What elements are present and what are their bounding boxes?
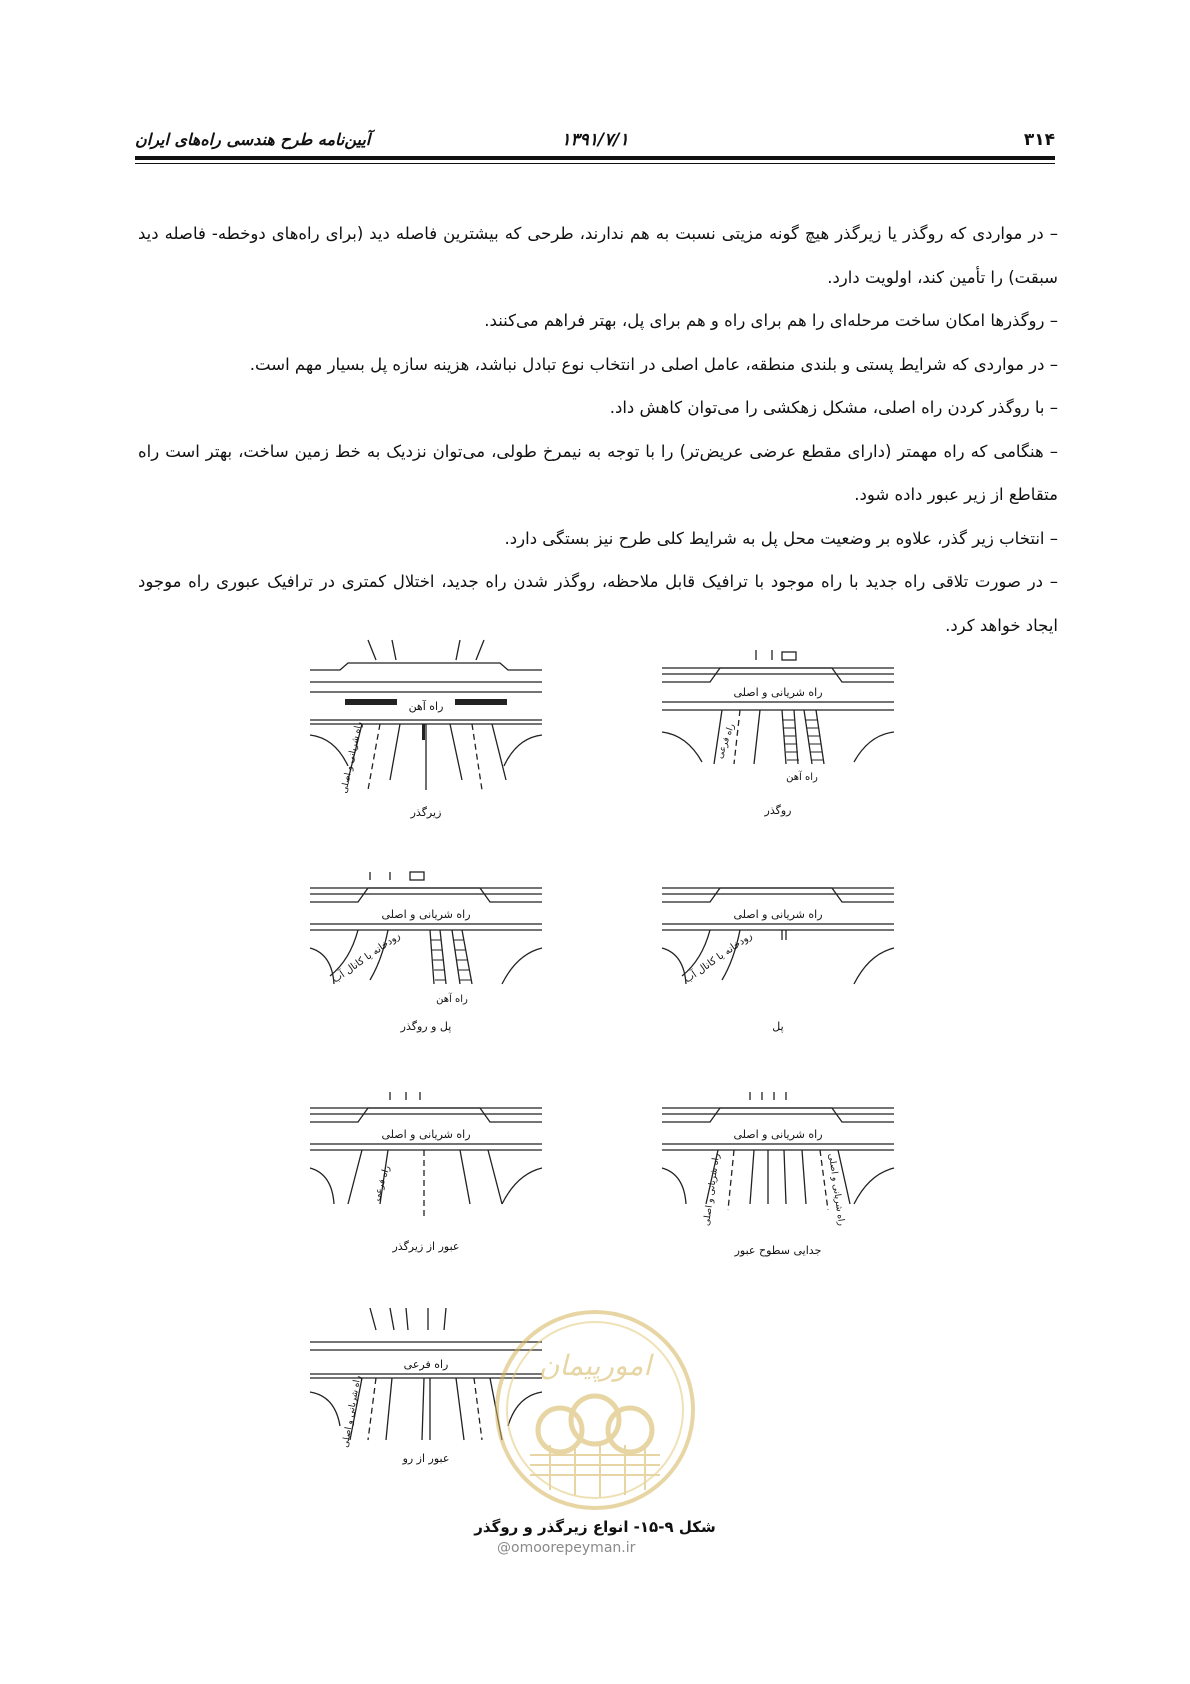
road-label-left: راه شریانی و اصلی [701,1152,723,1227]
deck-label: راه شریانی و اصلی [733,1128,823,1141]
diagram-grade-separation [662,1092,894,1257]
watermark-url: @omoorepeyman.ir [497,1540,636,1556]
rail-label: راه آهن [436,994,468,1005]
diagram-bridge-overpass [310,872,542,1033]
header-date: ۱۳۹۱/۷/۱ [561,130,629,150]
svg-text:امورپیمان: امورپیمان [538,1349,652,1382]
header-title: آیین‌نامه طرح هندسی راه‌های ایران [135,130,371,149]
paragraph: – با روگذر کردن راه اصلی، مشکل زهکشی را می‌توان کاهش داد. [609,398,1058,417]
diagram-pass-under [310,1092,542,1253]
paragraph: – در مواردی که شرایط پستی و بلندی منطقه، عامل اصلی در انتخاب نوع تبادل نباشد، هزینه سازه پل بسیار مهم است. [249,354,1058,374]
deck-label: راه شریانی و اصلی [381,1128,471,1141]
caption: پل و روگذر [400,1020,452,1033]
diagram-bridge [662,888,894,1033]
paragraph: – انتخاب زیر گذر، علاوه بر وضعیت محل پل به شرایط کلی طرح نیز بستگی دارد. [504,528,1058,548]
deck-label: راه شریانی و اصلی [733,686,823,699]
deck-label: راه فرعی [403,1358,449,1371]
diagram-underpass [310,640,542,819]
road-label: راه شریانی و اصلی [340,1374,364,1449]
figure-caption: شکل ۹-۱۵- انواع زیرگذر و روگذر [474,1518,716,1536]
road-label-right: راه شریانی و اصلی [825,1152,847,1227]
river-label: رودخانه یا کانال آب [330,930,403,986]
caption: عبور از زیرگذر [392,1240,460,1253]
diagram-overpass [662,650,894,817]
caption: پل [772,1020,784,1033]
caption: عبور از رو [402,1452,450,1465]
road-label: راه شریانی و اصلی [339,720,365,795]
paragraph: – در صورت تلاقی راه جدید با راه موجود با ترافیک قابل ملاحظه، روگذر شدن راه جدید، اختلال کمتری در ترافیک عبوری راه موجود ایجاد خواهد کرد. [138,572,1058,635]
deck-label: راه شریانی و اصلی [381,908,471,921]
page-number: ۳۱۴ [1023,130,1055,150]
caption: زیرگذر [410,806,442,819]
caption: روگذر [764,804,792,817]
road-label: راه فرعی [715,722,738,761]
rail-label: راه آهن [786,772,818,783]
paragraph: – روگذرها امکان ساخت مرحله‌ای را هم برای راه و هم برای پل، بهتر فراهم می‌کنند. [484,311,1058,330]
road-label: راه فرعی [371,1164,393,1203]
caption: جدایی سطوح عبور [734,1244,822,1257]
paragraph: – هنگامی که راه مهمتر (دارای مقطع عرضی عریض‌تر) را با توجه به نیمرخ طولی، می‌توان نزدیک به خط زمین ساخت، بهتر است راه متقاطع از زیر عبور داده شود. [138,441,1058,504]
paragraph: – در مواردی که روگذر یا زیرگذر هیچ گونه مزیتی نسبت به هم ندارند، طرحی که بیشترین فاصله دید (برای راه‌های دوخطه- فاصله دید سبقت) را تأمین کند، اولویت دارد. [138,224,1058,287]
deck-label: راه آهن [408,700,444,713]
deck-label: راه شریانی و اصلی [733,908,823,921]
watermark-seal [490,1305,700,1515]
river-label: رودخانه یا کانال آب [682,930,755,986]
